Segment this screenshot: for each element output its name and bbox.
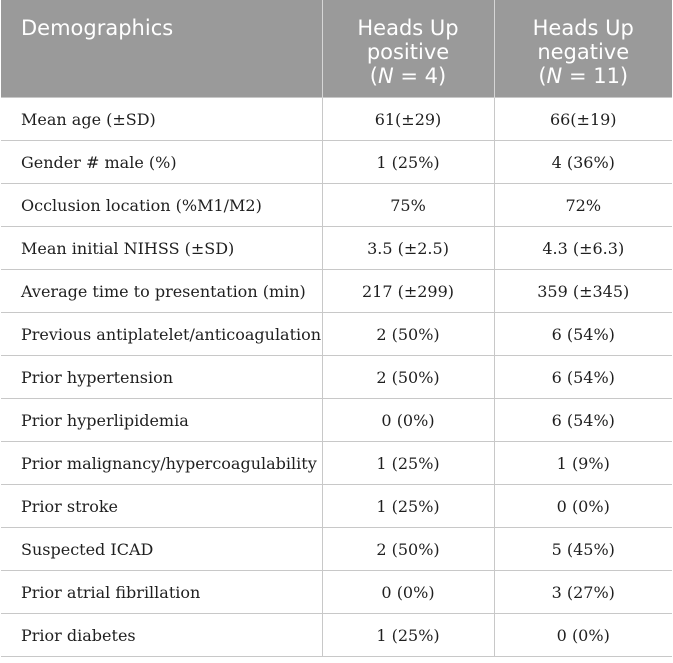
header-positive-line2: positive bbox=[366, 40, 450, 64]
positive-value: 2 (50%) bbox=[322, 356, 494, 399]
row-label: Previous antiplatelet/anticoagulation bbox=[1, 313, 322, 356]
negative-value: 0 (0%) bbox=[494, 485, 672, 528]
table-row bbox=[1, 528, 672, 571]
header-negative-label bbox=[495, 0, 673, 88]
table-row bbox=[1, 270, 672, 313]
row-label: Prior atrial fibrillation bbox=[1, 571, 322, 614]
header-positive-label bbox=[323, 0, 494, 88]
header-positive-line1: Heads Up bbox=[357, 16, 459, 40]
header-positive-n bbox=[370, 64, 446, 88]
demographics-table bbox=[1, 0, 672, 657]
header-negative-n-open: ( bbox=[538, 64, 547, 88]
positive-value: 217 (±299) bbox=[322, 270, 494, 313]
header-row bbox=[1, 0, 672, 98]
row-label: Average time to presentation (min) bbox=[1, 270, 322, 313]
row-label: Prior hyperlipidemia bbox=[1, 399, 322, 442]
header-demographics-label: Demographics bbox=[21, 16, 174, 40]
positive-value: 1 (25%) bbox=[322, 141, 494, 184]
table-row bbox=[1, 141, 672, 184]
table-row bbox=[1, 184, 672, 227]
table-body bbox=[1, 98, 672, 657]
table-row bbox=[1, 399, 672, 442]
negative-value: 6 (54%) bbox=[494, 356, 672, 399]
table-row bbox=[1, 356, 672, 399]
positive-value: 0 (0%) bbox=[322, 399, 494, 442]
header-positive-n-value: = 4) bbox=[393, 64, 447, 88]
row-label: Occlusion location (%M1/M2) bbox=[1, 184, 322, 227]
negative-value: 6 (54%) bbox=[494, 399, 672, 442]
row-label: Gender # male (%) bbox=[1, 141, 322, 184]
negative-value: 3 (27%) bbox=[494, 571, 672, 614]
positive-value: 61(±29) bbox=[322, 98, 494, 141]
row-label: Mean initial NIHSS (±SD) bbox=[1, 227, 322, 270]
row-label: Prior hypertension bbox=[1, 356, 322, 399]
row-label: Prior diabetes bbox=[1, 614, 322, 657]
positive-value: 0 (0%) bbox=[322, 571, 494, 614]
positive-value: 1 (25%) bbox=[322, 442, 494, 485]
row-label: Suspected ICAD bbox=[1, 528, 322, 571]
header-negative-n bbox=[538, 64, 628, 88]
row-label: Prior malignancy/hypercoagulability bbox=[1, 442, 322, 485]
negative-value: 72% bbox=[494, 184, 672, 227]
table-row bbox=[1, 485, 672, 528]
header-negative-n-symbol: N bbox=[546, 64, 563, 88]
row-label: Prior stroke bbox=[1, 485, 322, 528]
table-row bbox=[1, 313, 672, 356]
table-header bbox=[1, 0, 672, 98]
negative-value: 1 (9%) bbox=[494, 442, 672, 485]
table-row bbox=[1, 227, 672, 270]
positive-value: 1 (25%) bbox=[322, 614, 494, 657]
header-negative-line2: negative bbox=[537, 40, 630, 64]
positive-value: 1 (25%) bbox=[322, 485, 494, 528]
negative-value: 6 (54%) bbox=[494, 313, 672, 356]
positive-value: 75% bbox=[322, 184, 494, 227]
positive-value: 2 (50%) bbox=[322, 528, 494, 571]
negative-value: 0 (0%) bbox=[494, 614, 672, 657]
header-heads-up-negative bbox=[494, 0, 672, 98]
header-negative-n-value: = 11) bbox=[562, 64, 629, 88]
negative-value: 5 (45%) bbox=[494, 528, 672, 571]
header-positive-n-symbol: N bbox=[377, 64, 394, 88]
negative-value: 66(±19) bbox=[494, 98, 672, 141]
table-row bbox=[1, 98, 672, 141]
table-row bbox=[1, 442, 672, 485]
header-heads-up-positive bbox=[322, 0, 494, 98]
row-label: Mean age (±SD) bbox=[1, 98, 322, 141]
table-row bbox=[1, 571, 672, 614]
table-row bbox=[1, 614, 672, 657]
positive-value: 3.5 (±2.5) bbox=[322, 227, 494, 270]
negative-value: 4.3 (±6.3) bbox=[494, 227, 672, 270]
negative-value: 4 (36%) bbox=[494, 141, 672, 184]
header-negative-line1: Heads Up bbox=[532, 16, 634, 40]
negative-value: 359 (±345) bbox=[494, 270, 672, 313]
header-positive-n-open: ( bbox=[369, 64, 378, 88]
header-demographics bbox=[1, 0, 322, 98]
positive-value: 2 (50%) bbox=[322, 313, 494, 356]
